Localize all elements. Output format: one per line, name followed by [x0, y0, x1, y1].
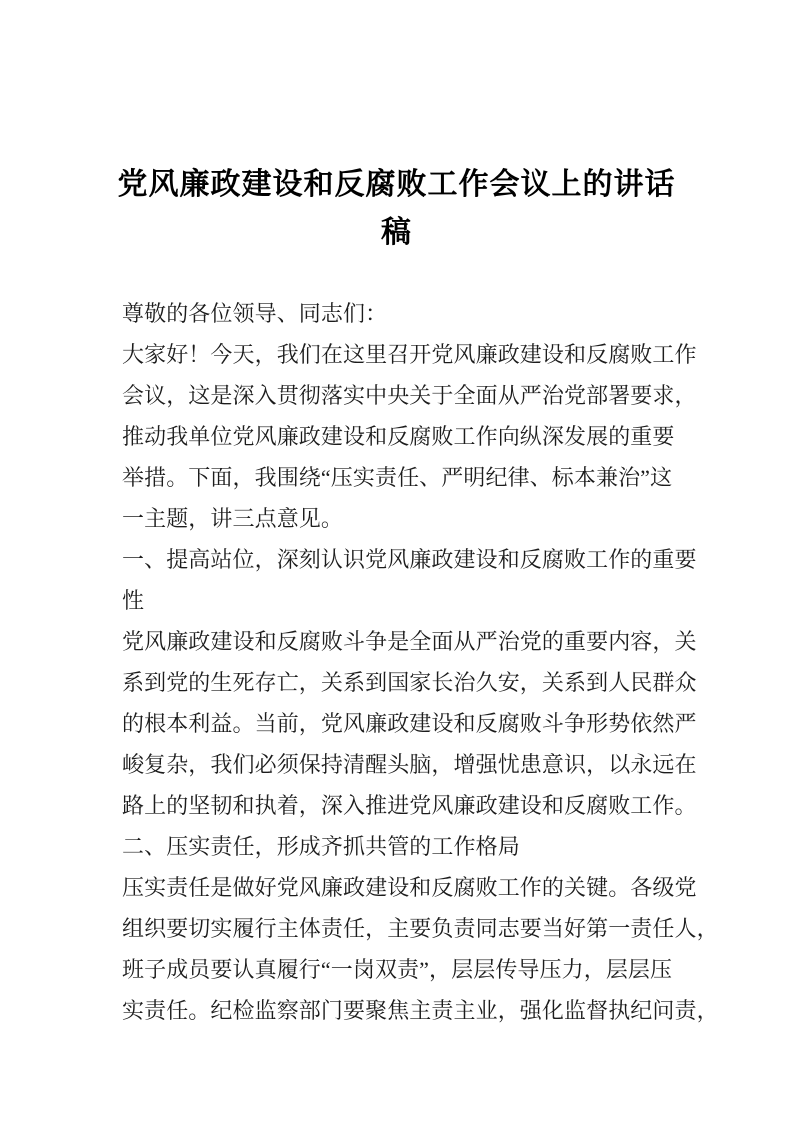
body-text-line: 举措。下面，我围绕“压实责任、严明纪律、标本兼治”这 [122, 465, 673, 490]
body-text-line: 的根本利益。当前，党风廉政建设和反腐败斗争形势依然严 [122, 711, 697, 736]
body-text-line: 性 [122, 588, 145, 613]
body-text-line: 压实责任是做好党风廉政建设和反腐败工作的关键。各级党 [122, 875, 697, 900]
body-text-line: 峻复杂，我们必须保持清醒头脑，增强忧患意识，以永远在 [122, 752, 697, 777]
body-text-line: 二、压实责任，形成齐抓共管的工作格局 [122, 834, 520, 859]
body-text-line: 尊敬的各位领导、同志们： [122, 301, 388, 326]
document-body [122, 293, 719, 1031]
body-text-line: 会议，这是深入贯彻落实中央关于全面从严治党部署要求， [122, 383, 697, 408]
body-text-line: 党风廉政建设和反腐败斗争是全面从严治党的重要内容，关 [122, 629, 697, 654]
document-title-line-2: 稿 [381, 216, 412, 249]
body-text-line: 系到党的生死存亡，关系到国家长治久安，关系到人民群众 [122, 670, 697, 695]
body-text-line: 路上的坚韧和执着，深入推进党风廉政建设和反腐败工作。 [122, 793, 697, 818]
body-text-line: 班子成员要认真履行“一岗双责”，层层传导压力，层层压 [122, 957, 673, 982]
body-text-line: 大家好！今天，我们在这里召开党风廉政建设和反腐败工作 [122, 342, 697, 367]
body-text-line: 一主题，讲三点意见。 [122, 506, 344, 531]
body-text-line: 组织要切实履行主体责任，主要负责同志要当好第一责任人， [122, 916, 719, 941]
document-title [0, 161, 793, 257]
document-title-line-1: 党风廉政建设和反腐败工作会议上的讲话 [117, 168, 676, 201]
body-text-line: 推动我单位党风廉政建设和反腐败工作向纵深发展的重要 [122, 424, 675, 449]
body-text-line: 实责任。纪检监察部门要聚焦主责主业，强化监督执纪问责， [122, 998, 719, 1023]
body-text-line: 一、提高站位，深刻认识党风廉政建设和反腐败工作的重要 [122, 547, 697, 572]
